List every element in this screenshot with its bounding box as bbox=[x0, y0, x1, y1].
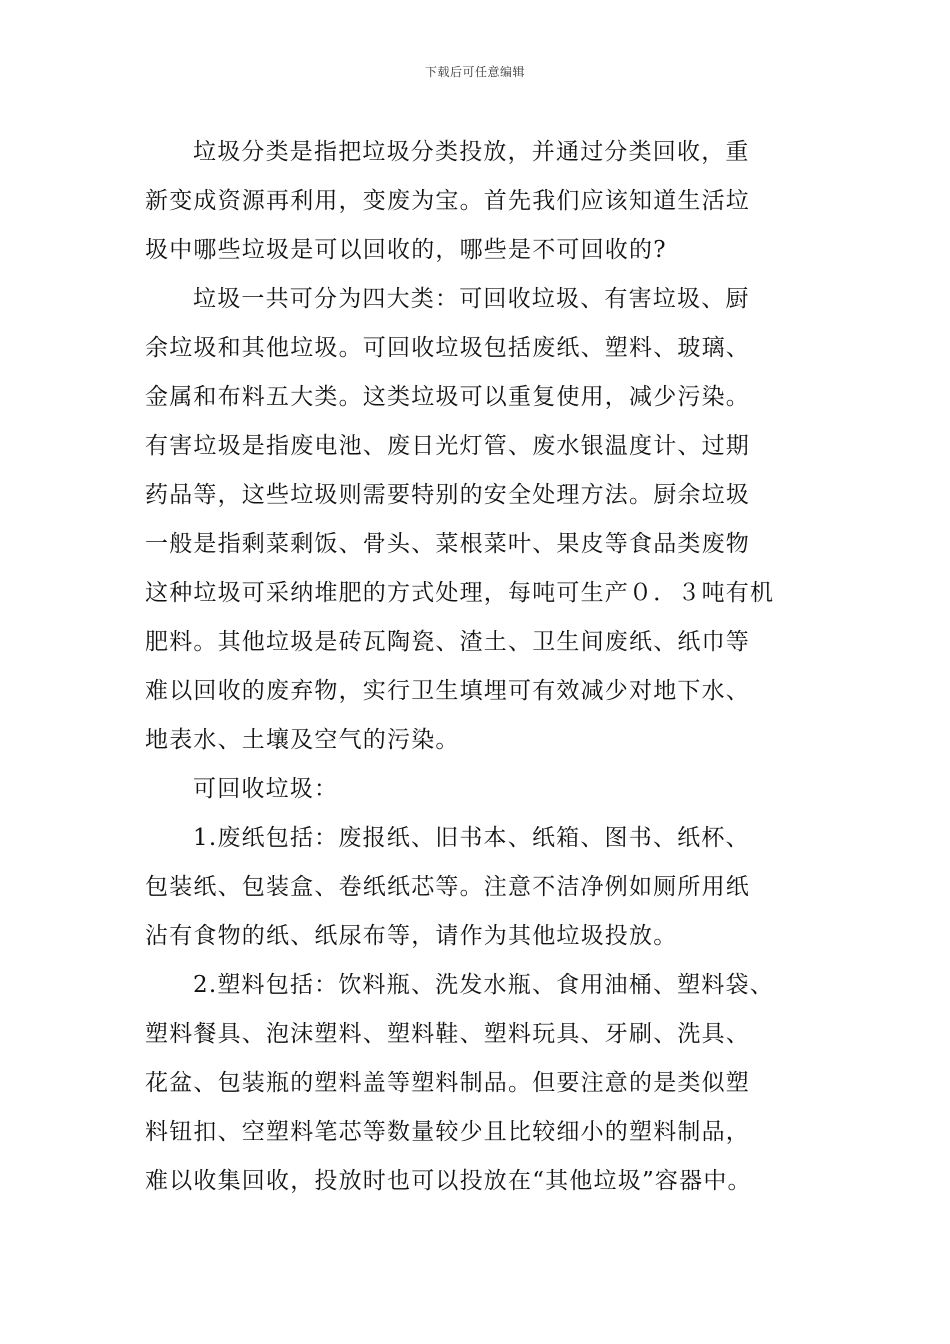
paragraph-line: 圾中哪些垃圾是可以回收的，哪些是不可回收的? bbox=[145, 237, 667, 263]
paragraph-line: 地表水、土壤及空气的污染。 bbox=[145, 727, 460, 753]
paragraph-line: 一般是指剩菜剩饭、骨头、菜根菜叶、果皮等食品类废物 bbox=[145, 531, 750, 557]
list-item-line: 1.废纸包括：废报纸、旧书本、纸箱、图书、纸杯、 bbox=[193, 825, 750, 851]
paragraph-line: 难以回收的废弃物，实行卫生填埋可有效减少对地下水、 bbox=[145, 678, 750, 704]
paragraph-line: 药品等，这些垃圾则需要特别的安全处理方法。厨余垃圾 bbox=[145, 482, 750, 508]
paragraph-line: 垃圾分类是指把垃圾分类投放，并通过分类回收，重 bbox=[193, 139, 750, 165]
page-header: 下载后可任意编辑 bbox=[424, 65, 525, 79]
paragraph-line: 这种垃圾可采纳堆肥的方式处理，每吨可生产０．３吨有机 bbox=[145, 580, 775, 606]
paragraph-line: 有害垃圾是指废电池、废日光灯管、废水银温度计、过期 bbox=[145, 433, 750, 459]
paragraph-line: 金属和布料五大类。这类垃圾可以重复使用，减少污染。 bbox=[145, 384, 750, 410]
paragraph-line: 肥料。其他垃圾是砖瓦陶瓷、渣土、卫生间废纸、纸巾等 bbox=[145, 629, 750, 655]
list-item-line: 料钮扣、空塑料笔芯等数量较少且比较细小的塑料制品， bbox=[145, 1119, 750, 1145]
list-item-line: 塑料餐具、泡沫塑料、塑料鞋、塑料玩具、牙刷、洗具、 bbox=[145, 1021, 750, 1047]
section-heading: 可回收垃圾： bbox=[193, 776, 339, 802]
document-body bbox=[145, 128, 810, 1206]
list-item-line: 难以收集回收，投放时也可以投放在“其他垃圾”容器中。 bbox=[145, 1168, 752, 1194]
list-item-line: 沾有食物的纸、纸尿布等，请作为其他垃圾投放。 bbox=[145, 923, 678, 949]
list-item-line: 2.塑料包括：饮料瓶、洗发水瓶、食用油桶、塑料袋、 bbox=[193, 972, 774, 998]
paragraph-line: 余垃圾和其他垃圾。可回收垃圾包括废纸、塑料、玻璃、 bbox=[145, 335, 750, 361]
paragraph-line: 新变成资源再利用，变废为宝。首先我们应该知道生活垃 bbox=[145, 188, 750, 214]
paragraph-line: 垃圾一共可分为四大类：可回收垃圾、有害垃圾、厨 bbox=[193, 286, 750, 312]
list-item-line: 包装纸、包装盒、卷纸纸芯等。注意不洁净例如厕所用纸 bbox=[145, 874, 750, 900]
list-item-line: 花盆、包装瓶的塑料盖等塑料制品。但要注意的是类似塑 bbox=[145, 1070, 750, 1096]
